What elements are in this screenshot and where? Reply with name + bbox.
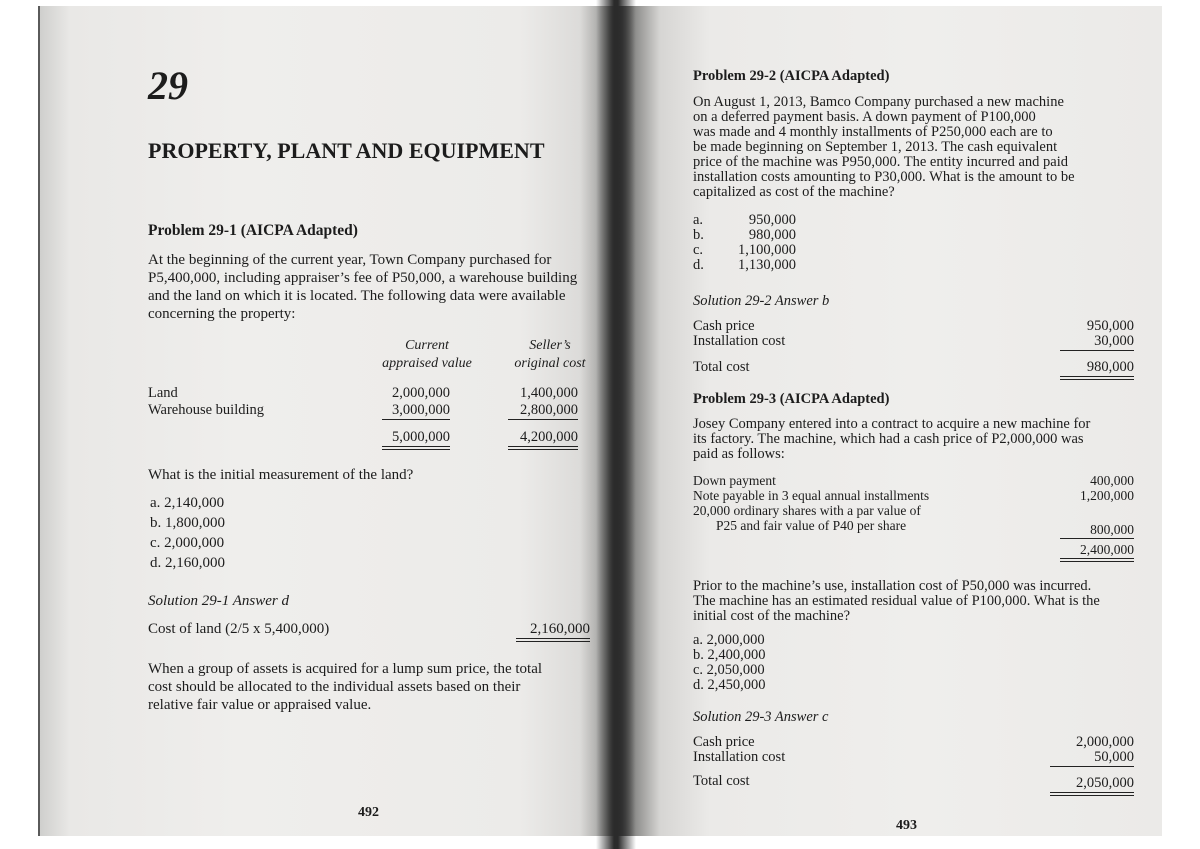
problem-29-3-line-4: Prior to the machine’s use, installation cost of P50,000 was incurred. bbox=[693, 578, 1092, 594]
problem-29-2-line-4: be made beginning on September 1, 2013. The cash equivalent bbox=[693, 139, 1058, 155]
table-row-land-appraised: 2,000,000 bbox=[392, 385, 450, 401]
cost-of-land-value: 2,160,000 bbox=[516, 621, 590, 642]
s2-total-value: 980,000 bbox=[1060, 360, 1134, 380]
problem-29-2-line-3: was made and 4 monthly installments of P250,000 each are to bbox=[693, 124, 1053, 140]
choice-c: c. 2,000,000 bbox=[150, 535, 225, 551]
problem-29-2-line-7: capitalized as cost of the machine? bbox=[693, 184, 895, 200]
choice-a: a. 2,140,000 bbox=[150, 495, 225, 511]
p3-row-3-label: 20,000 ordinary shares with a par value of bbox=[693, 503, 921, 518]
page-number-right: 493 bbox=[896, 818, 917, 833]
problem-29-2-line-5: price of the machine was P950,000. The entity incurred and paid bbox=[693, 154, 1069, 170]
s2-installation-label: Installation cost bbox=[693, 333, 786, 349]
col-appraised-header-2: appraised value bbox=[382, 356, 472, 371]
s2-cash-price-label: Cash price bbox=[693, 318, 755, 334]
explanation-line-1: When a group of assets is acquired for a lump sum price, the total bbox=[148, 661, 543, 677]
s3-installation-value: 50,000 bbox=[1050, 750, 1134, 767]
p2-choice-d-letter: d. bbox=[693, 257, 704, 273]
page-number-left: 492 bbox=[358, 805, 379, 820]
s3-cash-price-value: 2,000,000 bbox=[1076, 734, 1134, 750]
problem-29-1-line-1: At the beginning of the current year, Town Company purchased for bbox=[148, 252, 552, 268]
problem-29-3-line-2: its factory. The machine, which had a cash price of P2,000,000 was bbox=[693, 431, 1084, 447]
chapter-number: 29 bbox=[148, 63, 188, 108]
table-total-appraised: 5,000,000 bbox=[382, 430, 450, 450]
solution-29-1-title: Solution 29-1 Answer d bbox=[148, 593, 289, 609]
col-appraised-header-1: Current bbox=[405, 338, 449, 353]
choice-b: b. 1,800,000 bbox=[150, 515, 225, 531]
explanation-line-2: cost should be allocated to the individual assets based on their bbox=[148, 679, 521, 695]
problem-29-3-line-3: paid as follows: bbox=[693, 446, 785, 462]
p3-choice-b: b. 2,400,000 bbox=[693, 647, 766, 663]
table-total-original: 4,200,000 bbox=[508, 430, 578, 450]
problem-29-1-line-3: and the land on which it is located. The following data were available bbox=[148, 288, 566, 304]
p2-choice-c-value: 1,100,000 bbox=[738, 242, 796, 258]
chapter-title: PROPERTY, PLANT AND EQUIPMENT bbox=[148, 138, 545, 163]
table-row-land-label: Land bbox=[148, 385, 178, 401]
p2-choice-a-value: 950,000 bbox=[748, 212, 796, 228]
p2-choice-a-letter: a. bbox=[693, 212, 704, 228]
choice-d: d. 2,160,000 bbox=[150, 555, 225, 571]
problem-29-3-line-1: Josey Company entered into a contract to acquire a new machine for bbox=[693, 416, 1091, 432]
p3-choice-c: c. 2,050,000 bbox=[693, 662, 765, 678]
s2-cash-price-value: 950,000 bbox=[1086, 318, 1134, 334]
s2-total-label: Total cost bbox=[693, 359, 750, 375]
book-gutter bbox=[596, 0, 636, 849]
problem-29-1-title: Problem 29-1 (AICPA Adapted) bbox=[148, 222, 358, 239]
p3-total-value: 2,400,000 bbox=[1060, 542, 1134, 562]
solution-29-3-title: Solution 29-3 Answer c bbox=[693, 709, 829, 725]
table-row-land-original: 1,400,000 bbox=[520, 385, 578, 401]
s3-total-value: 2,050,000 bbox=[1050, 776, 1134, 796]
problem-29-2-line-1: On August 1, 2013, Bamco Company purchased a new machine bbox=[693, 94, 1064, 110]
s3-installation-label: Installation cost bbox=[693, 749, 786, 765]
p3-row-4-label: P25 and fair value of P40 per share bbox=[716, 518, 907, 533]
left-page bbox=[40, 6, 620, 836]
solution-29-2-title: Solution 29-2 Answer b bbox=[693, 293, 830, 309]
right-page bbox=[620, 6, 1162, 836]
p3-choice-d: d. 2,450,000 bbox=[693, 677, 766, 693]
problem-29-3-line-6: initial cost of the machine? bbox=[693, 608, 851, 624]
p2-choice-d-value: 1,130,000 bbox=[738, 257, 796, 273]
problem-29-2-line-6: installation costs amounting to P30,000. What is the amount to be bbox=[693, 169, 1075, 185]
col-original-header-1: Seller’s bbox=[529, 338, 571, 353]
p3-row-4-value: 800,000 bbox=[1060, 522, 1134, 539]
p2-choice-b-value: 980,000 bbox=[748, 227, 796, 243]
problem-29-2-title: Problem 29-2 (AICPA Adapted) bbox=[693, 68, 890, 84]
explanation-line-3: relative fair value or appraised value. bbox=[148, 697, 372, 713]
cost-of-land-label: Cost of land (2/5 x 5,400,000) bbox=[148, 621, 330, 637]
table-row-building-original: 2,800,000 bbox=[508, 403, 578, 420]
problem-29-1-line-2: P5,400,000, including appraiser’s fee of P50,000, a warehouse building bbox=[148, 270, 578, 286]
p3-row-2-value: 1,200,000 bbox=[1080, 488, 1134, 503]
col-original-header-2: original cost bbox=[514, 356, 586, 371]
question-29-1: What is the initial measurement of the land? bbox=[148, 467, 414, 483]
problem-29-1-line-4: concerning the property: bbox=[148, 306, 296, 322]
table-row-building-label: Warehouse building bbox=[148, 402, 265, 418]
p2-choice-c-letter: c. bbox=[693, 242, 704, 258]
p3-row-1-value: 400,000 bbox=[1090, 473, 1134, 488]
problem-29-3-title: Problem 29-3 (AICPA Adapted) bbox=[693, 391, 890, 407]
problem-29-2-line-2: on a deferred payment basis. A down payment of P100,000 bbox=[693, 109, 1036, 125]
s2-installation-value: 30,000 bbox=[1060, 334, 1134, 351]
s3-total-label: Total cost bbox=[693, 773, 750, 789]
table-row-building-appraised: 3,000,000 bbox=[382, 403, 450, 420]
p3-row-1-label: Down payment bbox=[693, 473, 776, 488]
p3-row-2-label: Note payable in 3 equal annual installments bbox=[693, 488, 930, 503]
p3-choice-a: a. 2,000,000 bbox=[693, 632, 765, 648]
s3-cash-price-label: Cash price bbox=[693, 734, 755, 750]
problem-29-3-line-5: The machine has an estimated residual value of P100,000. What is the bbox=[693, 593, 1100, 609]
p2-choice-b-letter: b. bbox=[693, 227, 704, 243]
